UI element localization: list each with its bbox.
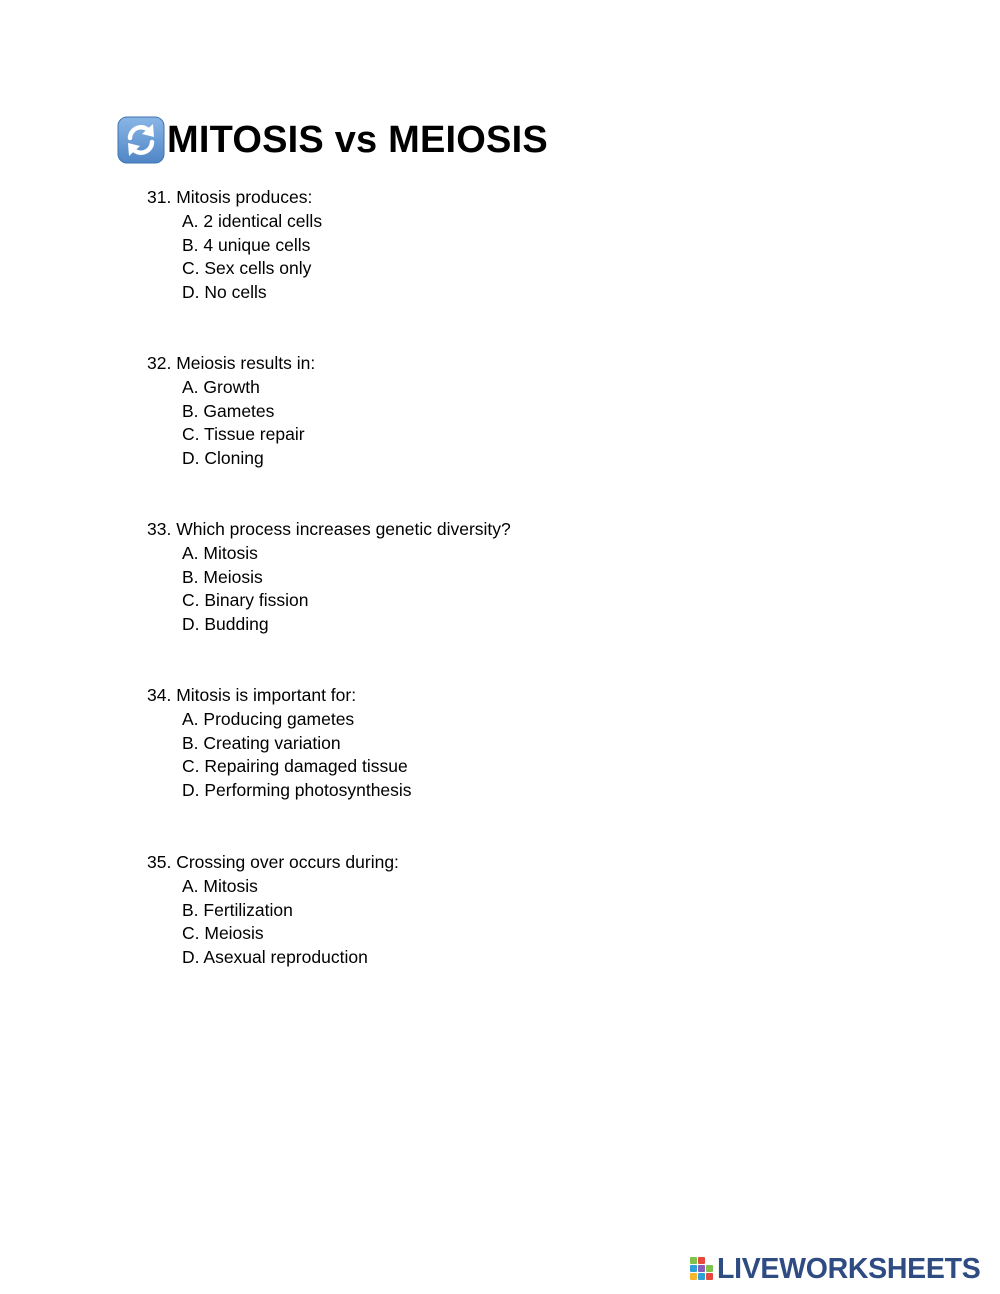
- option-c: C. Meiosis: [182, 923, 264, 944]
- option-d: D. Performing photosynthesis: [182, 780, 412, 801]
- liveworksheets-logo-icon: [690, 1257, 716, 1281]
- refresh-arrows-icon: [117, 116, 165, 164]
- option-c: C. Repairing damaged tissue: [182, 756, 408, 777]
- question-prompt: 31. Mitosis produces:: [147, 187, 313, 207]
- option-d: D. Asexual reproduction: [182, 947, 368, 968]
- question-prompt: 34. Mitosis is important for:: [147, 685, 357, 705]
- brand-text: LIVEWORKSHEETS: [717, 1253, 981, 1285]
- question-31: [147, 186, 747, 305]
- option-list: [147, 376, 747, 471]
- option-d: D. No cells: [182, 282, 267, 303]
- option-a: A. 2 identical cells: [182, 210, 323, 231]
- option-b: B. Gametes: [182, 400, 275, 421]
- option-a: A. Mitosis: [182, 875, 258, 896]
- option-list: [147, 210, 747, 305]
- option-c: C. Sex cells only: [182, 258, 312, 279]
- option-list: [147, 875, 747, 970]
- option-b: B. Creating variation: [182, 732, 341, 753]
- question-35: [147, 851, 747, 970]
- option-c: C. Tissue repair: [182, 424, 305, 445]
- option-a: A. Mitosis: [182, 542, 258, 563]
- option-b: B. Fertilization: [182, 899, 293, 920]
- option-b: B. 4 unique cells: [182, 234, 311, 255]
- title-text: MITOSIS vs MEIOSIS: [167, 119, 548, 161]
- question-33: [147, 518, 747, 637]
- option-b: B. Meiosis: [182, 566, 263, 587]
- option-list: [147, 708, 747, 803]
- option-c: C. Binary fission: [182, 590, 309, 611]
- question-prompt: 33. Which process increases genetic diversity?: [147, 519, 511, 539]
- question-prompt: 35. Crossing over occurs during:: [147, 852, 399, 872]
- option-a: A. Growth: [182, 376, 260, 397]
- question-34: [147, 684, 747, 803]
- question-32: [147, 352, 747, 471]
- option-a: A. Producing gametes: [182, 708, 355, 729]
- option-d: D. Cloning: [182, 448, 264, 469]
- question-prompt: 32. Meiosis results in:: [147, 353, 316, 373]
- option-d: D. Budding: [182, 614, 269, 635]
- brand-logo: [690, 1254, 980, 1284]
- option-list: [147, 542, 747, 637]
- page-title: [117, 116, 548, 164]
